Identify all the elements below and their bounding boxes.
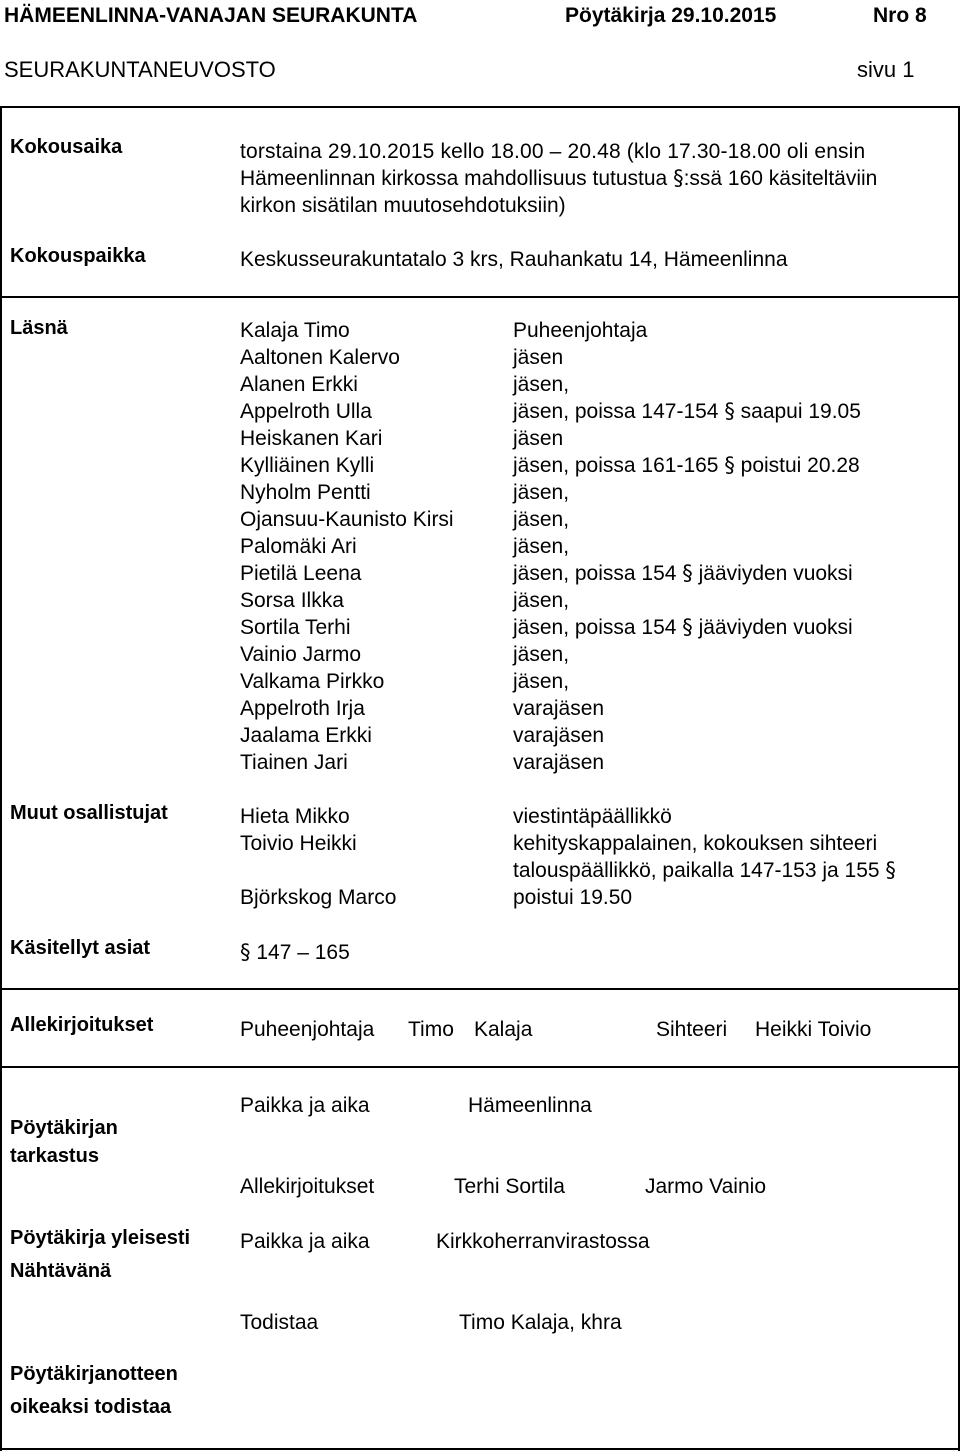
- display-place-value: Kirkkoherranvirastossa: [436, 1230, 650, 1253]
- table-bottom-border: [0, 1448, 960, 1450]
- page-number: sivu 1: [857, 57, 915, 82]
- signatures-label: Allekirjoitukset: [10, 1014, 154, 1036]
- attendee-name: Alanen Erkki: [240, 373, 358, 396]
- attendee-name: Palomäki Ari: [240, 535, 357, 558]
- section-sign: §: [682, 561, 693, 585]
- secretary-title: Sihteeri: [656, 1018, 728, 1041]
- attendee-name: Pietilä Leena: [240, 562, 362, 585]
- attendee-name: Jaalama Erkki: [240, 724, 372, 747]
- participant-name: Toivio Heikki: [240, 832, 357, 855]
- participant-role: viestintäpäällikkö: [513, 805, 672, 828]
- attendee-name: Heiskanen Kari: [240, 427, 383, 450]
- attendee-role: jäsen: [513, 427, 564, 450]
- attendee-role: jäsen: [513, 346, 564, 369]
- meeting-time-label: Kokousaika: [10, 136, 123, 158]
- attendee-name: Nyholm Pentti: [240, 481, 371, 504]
- reviewer-2: Jarmo Vainio: [645, 1175, 766, 1198]
- participant-role: talouspäällikkö, paikalla 147-153 ja 155 §: [513, 858, 896, 882]
- attendee-role: jäsen,: [513, 481, 570, 504]
- attendee-role: jäsen,: [513, 508, 570, 531]
- certify-value: Timo Kalaja, khra: [459, 1311, 622, 1334]
- extract-certification-label-line-2: oikeaksi todistaa: [10, 1396, 172, 1418]
- meeting-place-label: Kokouspaikka: [10, 245, 146, 267]
- attendee-role: jäsen, poissa 147-154 § saapui 19.05: [513, 399, 861, 423]
- other-participants-label: Muut osallistujat: [10, 802, 168, 824]
- review-place-value: Hämeenlinna: [468, 1094, 592, 1117]
- attendee-name: Aaltonen Kalervo: [240, 346, 400, 369]
- participant-role: kehityskappalainen, kokouksen sihteeri: [513, 832, 878, 855]
- extract-certification-label: Pöytäkirjanotteen: [10, 1363, 178, 1385]
- secretary-name: Heikki Toivio: [755, 1018, 872, 1041]
- attendee-name: Appelroth Irja: [240, 697, 365, 720]
- attendee-role: jäsen,: [513, 670, 570, 693]
- attendee-name: Valkama Pirkko: [240, 670, 385, 693]
- attendee-role: jäsen,: [513, 535, 570, 558]
- review-label: Pöytäkirjan: [10, 1117, 118, 1139]
- attendee-name: Sorsa Ilkka: [240, 589, 344, 612]
- chair-title: Puheenjohtaja: [240, 1018, 375, 1041]
- council-name: SEURAKUNTANEUVOSTO: [4, 57, 276, 82]
- attendee-name: Ojansuu-Kaunisto Kirsi: [240, 508, 454, 531]
- attendee-role: varajäsen: [513, 751, 605, 774]
- table-left-border: [0, 106, 2, 1451]
- attendee-role: jäsen,: [513, 643, 570, 666]
- section-sign: §: [682, 615, 693, 639]
- attendee-name: Sortila Terhi: [240, 616, 351, 639]
- participant-name: Hieta Mikko: [240, 805, 350, 828]
- attendee-name: Kylliäinen Kylli: [240, 454, 375, 477]
- handled-items-label: Käsitellyt asiat: [10, 937, 151, 959]
- review-label-line-2: tarkastus: [10, 1145, 99, 1167]
- attendee-role: jäsen, poissa 161-165 § poistui 20.28: [513, 453, 860, 477]
- divider-3: [0, 1066, 960, 1068]
- organization-name: HÄMEENLINNA-VANAJAN SEURAKUNTA: [4, 4, 418, 27]
- attendee-name: Appelroth Ulla: [240, 400, 372, 423]
- present-label: Läsnä: [10, 317, 68, 339]
- participant-role: poistui 19.50: [513, 886, 633, 909]
- review-signatures-label: Allekirjoitukset: [240, 1175, 375, 1198]
- participant-name: Björkskog Marco: [240, 886, 397, 909]
- section-sign: §: [724, 453, 735, 477]
- meeting-time-line-3: kirkon sisätilan muutosehdotuksiin): [240, 194, 566, 217]
- attendee-role: varajäsen: [513, 697, 605, 720]
- minutes-date: Pöytäkirja 29.10.2015: [565, 4, 777, 27]
- divider-1: [0, 296, 960, 298]
- public-display-label-line-2: Nähtävänä: [10, 1260, 112, 1282]
- attendee-role: Puheenjohtaja: [513, 319, 648, 342]
- display-place-label: Paikka ja aika: [240, 1230, 370, 1253]
- section-sign: §: [240, 940, 251, 964]
- attendee-role: jäsen,: [513, 589, 570, 612]
- table-top-border: [0, 106, 960, 108]
- public-display-label: Pöytäkirja yleisesti: [10, 1227, 191, 1249]
- reviewer-1: Terhi Sortila: [454, 1175, 565, 1198]
- chair-first-name: Timo: [408, 1018, 454, 1041]
- attendee-role: jäsen,: [513, 373, 570, 396]
- attendee-name: Vainio Jarmo: [240, 643, 361, 666]
- section-sign: §: [724, 399, 735, 423]
- review-place-label: Paikka ja aika: [240, 1094, 370, 1117]
- handled-items-value: § 147 – 165: [240, 940, 350, 964]
- section-sign: §: [885, 858, 896, 882]
- divider-2: [0, 988, 960, 990]
- certify-label: Todistaa: [240, 1311, 319, 1334]
- chair-last-name: Kalaja: [474, 1018, 533, 1041]
- meeting-place-value: Keskusseurakuntatalo 3 krs, Rauhankatu 14, Hämeenlinna: [240, 248, 788, 271]
- attendee-role: varajäsen: [513, 724, 605, 747]
- meeting-time-line-2: Hämeenlinnan kirkossa mahdollisuus tutustua §:ssä 160 käsiteltäviin: [240, 166, 878, 190]
- minutes-number: Nro 8: [873, 4, 927, 27]
- attendee-role: jäsen, poissa 154 § jääviyden vuoksi: [513, 615, 853, 639]
- section-sign: §: [673, 166, 684, 190]
- meeting-time-line-1: torstaina 29.10.2015 kello 18.00 – 20.48 (klo 17.30-18.00 oli ensin: [240, 140, 866, 163]
- attendee-role: jäsen, poissa 154 § jääviyden vuoksi: [513, 561, 853, 585]
- attendee-name: Kalaja Timo: [240, 319, 350, 342]
- attendee-name: Tiainen Jari: [240, 751, 348, 774]
